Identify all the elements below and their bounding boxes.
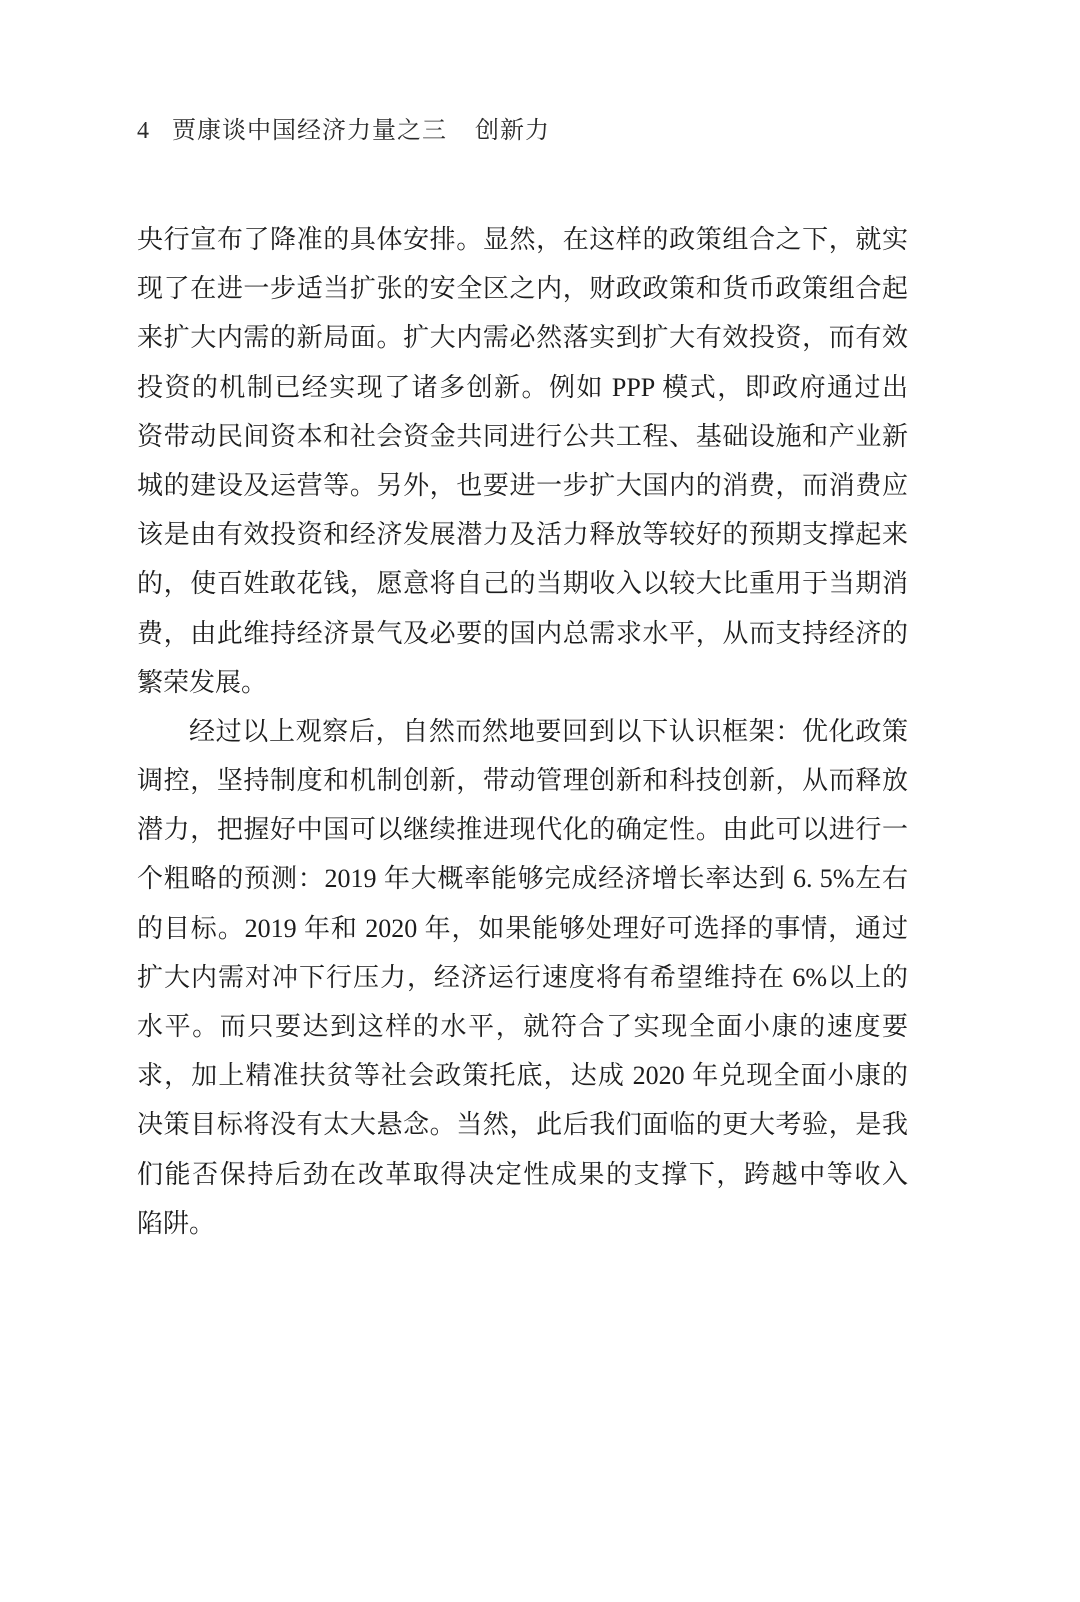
text-line: 经过以上观察后，自然而然地要回到以下认识框架：优化政策 <box>189 716 908 746</box>
text-line: 求，加上精准扶贫等社会政策托底，达成 2020 年兑现全面小康的 <box>137 1061 908 1091</box>
text-line: 现了在进一步适当扩张的安全区之内，财政政策和货币政策组合起 <box>137 274 908 304</box>
text-line: 投资的机制已经实现了诸多创新。例如 PPP 模式，即政府通过出 <box>137 372 908 402</box>
text-line: 扩大内需对冲下行压力，经济运行速度将有希望维持在 6%以上的 <box>137 962 908 992</box>
text-line: 潜力，把握好中国可以继续推进现代化的确定性。由此可以进行一 <box>137 815 908 845</box>
section-title: 创新力 <box>475 118 550 144</box>
running-header <box>137 116 908 146</box>
page-number: 4 <box>137 118 150 144</box>
text-line: 该是由有效投资和经济发展潜力及活力释放等较好的预期支撑起来 <box>137 520 908 550</box>
text-line: 个粗略的预测：2019 年大概率能够完成经济增长率达到 6. 5%左右 <box>137 864 908 894</box>
text-line: 城的建设及运营等。另外，也要进一步扩大国内的消费，而消费应 <box>137 470 908 500</box>
body-text <box>137 215 908 1248</box>
text-line: 们能否保持后劲在改革取得决定性成果的支撑下，跨越中等收入 <box>137 1159 908 1189</box>
text-line: 央行宣布了降准的具体安排。显然，在这样的政策组合之下，就实 <box>137 225 908 254</box>
text-line: 资带动民间资本和社会资金共同进行公共工程、基础设施和产业新 <box>137 421 908 451</box>
text-line: 陷阱。 <box>137 1208 216 1238</box>
text-line: 费，由此维持经济景气及必要的国内总需求水平，从而支持经济的 <box>137 618 908 648</box>
text-line: 水平。而只要达到这样的水平，就符合了实现全面小康的速度要 <box>137 1012 908 1041</box>
book-title: 贾康谈中国经济力量之三 <box>172 118 447 144</box>
text-line: 来扩大内需的新局面。扩大内需必然落实到扩大有效投资，而有效 <box>137 323 908 353</box>
text-line: 决策目标将没有太大悬念。当然，此后我们面临的更大考验，是我 <box>137 1110 908 1140</box>
text-line: 的目标。2019 年和 2020 年，如果能够处理好可选择的事情，通过 <box>137 913 908 943</box>
text-line: 繁荣发展。 <box>137 667 268 697</box>
text-line: 的，使百姓敢花钱，愿意将自己的当期收入以较大比重用于当期消 <box>137 569 908 599</box>
text-line: 调控，坚持制度和机制创新，带动管理创新和科技创新，从而释放 <box>137 766 908 796</box>
